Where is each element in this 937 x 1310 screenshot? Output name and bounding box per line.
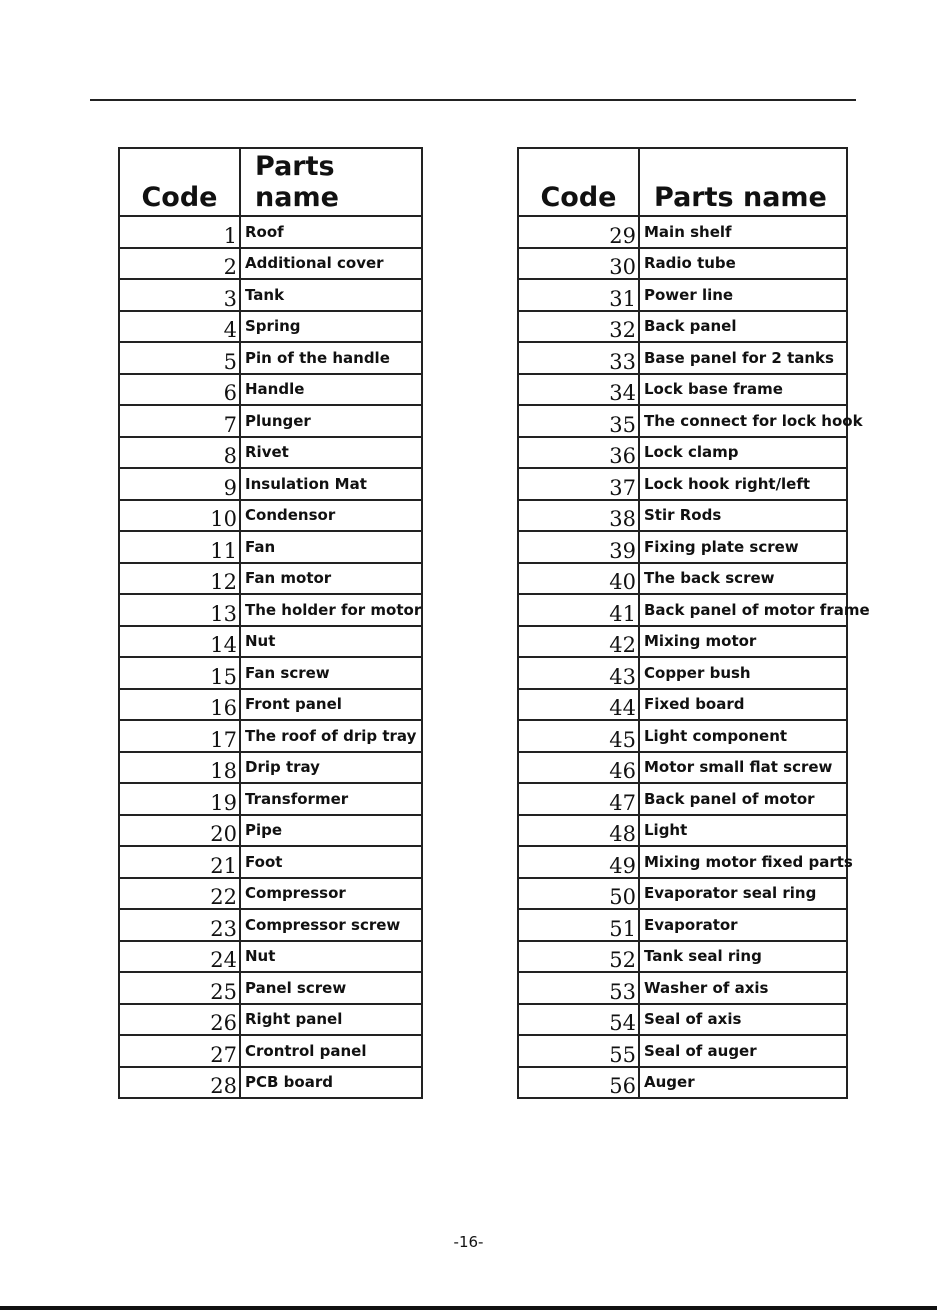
part-code: 18 — [119, 752, 240, 784]
part-name: Lock clamp — [639, 437, 847, 469]
part-code: 5 — [119, 342, 240, 374]
part-name: Compressor screw — [240, 909, 422, 941]
part-code: 27 — [119, 1035, 240, 1067]
code-header: Code — [518, 148, 639, 216]
table-row — [518, 594, 847, 626]
part-code: 20 — [119, 815, 240, 847]
table-row — [518, 720, 847, 752]
part-name: Drip tray — [240, 752, 422, 784]
part-name: Fan screw — [240, 657, 422, 689]
part-name: Lock hook right/left — [639, 468, 847, 500]
table-row — [119, 374, 422, 406]
part-code: 9 — [119, 468, 240, 500]
part-name: Main shelf — [639, 216, 847, 248]
part-code: 33 — [518, 342, 639, 374]
part-code: 31 — [518, 279, 639, 311]
part-code: 29 — [518, 216, 639, 248]
part-code: 55 — [518, 1035, 639, 1067]
part-name: PCB board — [240, 1067, 422, 1099]
table-row — [119, 972, 422, 1004]
part-code: 43 — [518, 657, 639, 689]
table-row — [119, 878, 422, 910]
table-row — [119, 657, 422, 689]
table-row — [518, 909, 847, 941]
part-code: 14 — [119, 626, 240, 658]
part-name: Light — [639, 815, 847, 847]
part-code: 26 — [119, 1004, 240, 1036]
part-name: Nut — [240, 941, 422, 973]
part-code: 44 — [518, 689, 639, 721]
part-name: Fixing plate screw — [639, 531, 847, 563]
part-name: Nut — [240, 626, 422, 658]
table-row — [518, 374, 847, 406]
part-name: Seal of axis — [639, 1004, 847, 1036]
part-name: Rivet — [240, 437, 422, 469]
part-code: 30 — [518, 248, 639, 280]
part-name: Back panel of motor frame — [639, 594, 847, 626]
part-name: Pin of the handle — [240, 342, 422, 374]
part-name: Insulation Mat — [240, 468, 422, 500]
table-row — [119, 1067, 422, 1099]
part-name: Spring — [240, 311, 422, 343]
top-rule — [90, 99, 856, 101]
part-code: 16 — [119, 689, 240, 721]
part-name: Fan — [240, 531, 422, 563]
part-name: The holder for motor — [240, 594, 422, 626]
parts-name-header: Parts name — [639, 148, 847, 216]
part-name: The roof of drip tray — [240, 720, 422, 752]
table-row — [119, 1004, 422, 1036]
part-code: 22 — [119, 878, 240, 910]
part-code: 25 — [119, 972, 240, 1004]
part-name: Motor small flat screw — [639, 752, 847, 784]
part-code: 50 — [518, 878, 639, 910]
part-name: Washer of axis — [639, 972, 847, 1004]
part-code: 4 — [119, 311, 240, 343]
part-code: 41 — [518, 594, 639, 626]
table-row — [119, 437, 422, 469]
table-row — [119, 720, 422, 752]
part-name: Additional cover — [240, 248, 422, 280]
page-number: -16- — [453, 1233, 484, 1251]
part-name: Handle — [240, 374, 422, 406]
table-row — [119, 626, 422, 658]
table-row — [518, 1067, 847, 1099]
part-code: 24 — [119, 941, 240, 973]
part-code: 53 — [518, 972, 639, 1004]
table-row — [119, 531, 422, 563]
table-row — [518, 752, 847, 784]
part-name: Seal of auger — [639, 1035, 847, 1067]
parts-name-header: Parts name — [240, 148, 422, 216]
table-row — [119, 311, 422, 343]
part-name: Front panel — [240, 689, 422, 721]
header-row — [518, 148, 847, 216]
part-name: Mixing motor — [639, 626, 847, 658]
table-row — [119, 846, 422, 878]
table-row — [518, 437, 847, 469]
table-row — [119, 909, 422, 941]
table-row — [119, 405, 422, 437]
table-row — [518, 311, 847, 343]
part-code: 28 — [119, 1067, 240, 1099]
part-name: Mixing motor fixed parts — [639, 846, 847, 878]
part-code: 13 — [119, 594, 240, 626]
parts-table-left — [118, 147, 423, 1099]
part-code: 37 — [518, 468, 639, 500]
table-row — [518, 878, 847, 910]
table-row — [119, 1035, 422, 1067]
table-row — [518, 531, 847, 563]
part-name: Roof — [240, 216, 422, 248]
part-name: Plunger — [240, 405, 422, 437]
part-name: Tank — [240, 279, 422, 311]
table-row — [518, 941, 847, 973]
table-row — [518, 342, 847, 374]
table-row — [119, 500, 422, 532]
part-code: 12 — [119, 563, 240, 595]
table-row — [518, 248, 847, 280]
part-code: 7 — [119, 405, 240, 437]
table-row — [518, 783, 847, 815]
bottom-rule — [0, 1306, 937, 1310]
part-code: 42 — [518, 626, 639, 658]
table-row — [119, 563, 422, 595]
part-code: 32 — [518, 311, 639, 343]
part-code: 46 — [518, 752, 639, 784]
part-code: 39 — [518, 531, 639, 563]
table-row — [119, 689, 422, 721]
table-row — [119, 815, 422, 847]
part-name: Lock base frame — [639, 374, 847, 406]
table-row — [518, 846, 847, 878]
part-code: 17 — [119, 720, 240, 752]
part-code: 45 — [518, 720, 639, 752]
part-code: 35 — [518, 405, 639, 437]
part-code: 34 — [518, 374, 639, 406]
table-row — [518, 815, 847, 847]
part-code: 15 — [119, 657, 240, 689]
table-row — [518, 468, 847, 500]
part-name: Pipe — [240, 815, 422, 847]
part-name: Back panel of motor — [639, 783, 847, 815]
part-name: Copper bush — [639, 657, 847, 689]
table-row — [119, 752, 422, 784]
part-name: Condensor — [240, 500, 422, 532]
header-row — [119, 148, 422, 216]
table-row — [119, 468, 422, 500]
part-name: Base panel for 2 tanks — [639, 342, 847, 374]
part-code: 38 — [518, 500, 639, 532]
part-name: Fixed board — [639, 689, 847, 721]
table-row — [518, 500, 847, 532]
part-name: Light component — [639, 720, 847, 752]
part-code: 36 — [518, 437, 639, 469]
part-name: Radio tube — [639, 248, 847, 280]
part-name: Foot — [240, 846, 422, 878]
table-row — [518, 279, 847, 311]
table-row — [119, 342, 422, 374]
part-name: Fan motor — [240, 563, 422, 595]
part-name: Power line — [639, 279, 847, 311]
part-name: Transformer — [240, 783, 422, 815]
part-code: 49 — [518, 846, 639, 878]
part-name: Back panel — [639, 311, 847, 343]
table-row — [518, 1035, 847, 1067]
table-row — [518, 216, 847, 248]
table-row — [518, 657, 847, 689]
part-code: 10 — [119, 500, 240, 532]
table-row — [119, 248, 422, 280]
table-row — [518, 689, 847, 721]
part-name: Auger — [639, 1067, 847, 1099]
table-row — [518, 972, 847, 1004]
table-row — [119, 941, 422, 973]
part-name: The connect for lock hook — [639, 405, 847, 437]
table-row — [518, 563, 847, 595]
table-row — [518, 626, 847, 658]
parts-table-right — [517, 147, 870, 1099]
part-code: 48 — [518, 815, 639, 847]
part-code: 54 — [518, 1004, 639, 1036]
table-row — [518, 1004, 847, 1036]
part-code: 6 — [119, 374, 240, 406]
part-code: 19 — [119, 783, 240, 815]
part-code: 1 — [119, 216, 240, 248]
table-row — [119, 216, 422, 248]
part-code: 23 — [119, 909, 240, 941]
part-name: Panel screw — [240, 972, 422, 1004]
table-row — [119, 783, 422, 815]
part-code: 21 — [119, 846, 240, 878]
part-code: 56 — [518, 1067, 639, 1099]
table-row — [518, 405, 847, 437]
part-code: 52 — [518, 941, 639, 973]
part-code: 2 — [119, 248, 240, 280]
part-name: Evaporator seal ring — [639, 878, 847, 910]
part-code: 3 — [119, 279, 240, 311]
part-name: Tank seal ring — [639, 941, 847, 973]
part-name: Evaporator — [639, 909, 847, 941]
part-name: Stir Rods — [639, 500, 847, 532]
part-code: 51 — [518, 909, 639, 941]
table-row — [119, 279, 422, 311]
code-header: Code — [119, 148, 240, 216]
part-name: Compressor — [240, 878, 422, 910]
part-name: Crontrol panel — [240, 1035, 422, 1067]
part-code: 47 — [518, 783, 639, 815]
part-code: 40 — [518, 563, 639, 595]
part-name: Right panel — [240, 1004, 422, 1036]
part-code: 11 — [119, 531, 240, 563]
part-name: The back screw — [639, 563, 847, 595]
table-row — [119, 594, 422, 626]
part-code: 8 — [119, 437, 240, 469]
